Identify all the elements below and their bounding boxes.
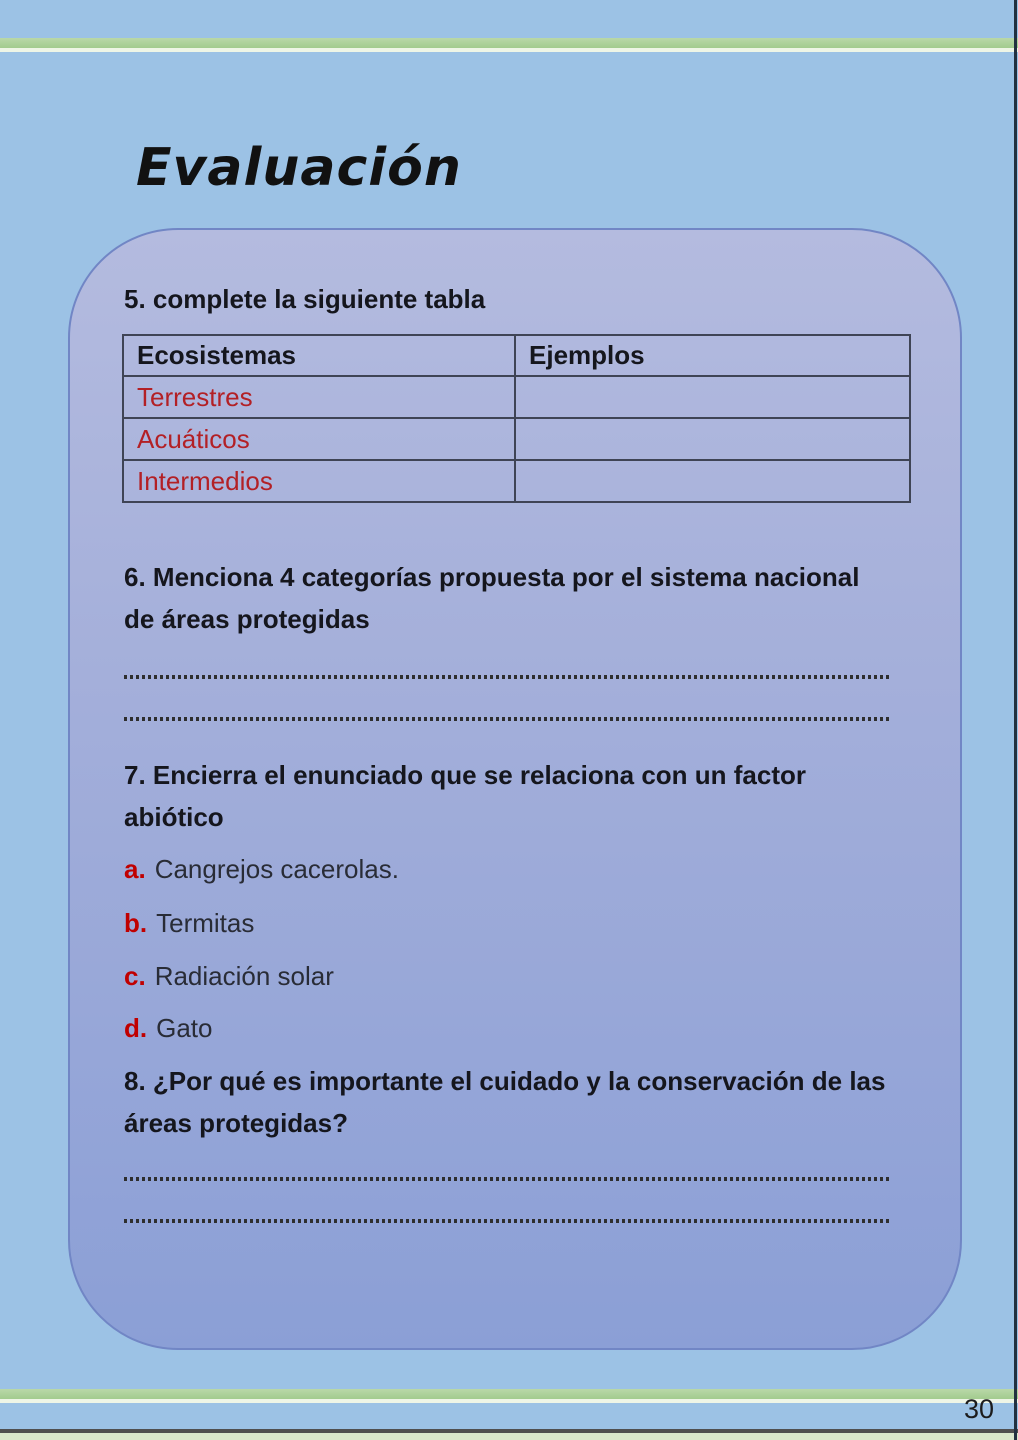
table-header-ejemplos: Ejemplos: [515, 335, 910, 376]
question-5-label: 5. complete la siguiente tabla: [124, 284, 486, 314]
question-7-line2: abiótico: [124, 802, 224, 832]
table-row: [123, 376, 910, 418]
question-8-label: [124, 1060, 885, 1144]
question-8-line1: 8. ¿Por qué es importante el cuidado y la conservación de las: [124, 1066, 886, 1096]
table-cell-empty: [515, 418, 910, 460]
table-header-row: [123, 335, 910, 376]
option-d-text: Gato: [156, 1013, 213, 1043]
option-d-letter: d.: [124, 1013, 148, 1043]
bottom-pale-rule: [0, 1399, 1018, 1403]
table-cell-acuaticos: Acuáticos: [123, 418, 515, 460]
table-header-ecosistemas: Ecosistemas: [123, 335, 515, 376]
option-c-letter: c.: [124, 961, 146, 991]
option-b-letter: b.: [124, 908, 148, 938]
table-cell-empty: [515, 376, 910, 418]
ecosystems-table: [122, 334, 911, 503]
table-row: [123, 460, 910, 502]
question-8-line2: áreas protegidas?: [124, 1108, 348, 1138]
question-panel: [68, 228, 962, 1350]
table-cell-empty: [515, 460, 910, 502]
table-row: [123, 418, 910, 460]
option-c-text: Radiación solar: [154, 961, 334, 991]
option-a-letter: a.: [124, 854, 146, 884]
option-b: [124, 906, 254, 940]
question-6-line2: de áreas protegidas: [124, 604, 370, 634]
answer-dotted-line: [124, 1177, 892, 1181]
table-cell-intermedios: Intermedios: [123, 460, 515, 502]
answer-dotted-line: [124, 675, 892, 679]
table-cell-terrestres: Terrestres: [123, 376, 515, 418]
bottom-green-strip: [0, 1433, 1018, 1440]
option-a-text: Cangrejos cacerolas.: [154, 854, 399, 884]
question-6-label: [124, 556, 859, 640]
question-7-label: [124, 754, 806, 838]
answer-dotted-line: [124, 717, 892, 721]
bottom-green-rule: [0, 1389, 1018, 1399]
question-7-line1: 7. Encierra el enunciado que se relaciona con un factor: [124, 760, 806, 790]
page-title: Evaluación: [136, 138, 462, 198]
option-c: [124, 959, 334, 993]
option-b-text: Termitas: [156, 908, 255, 938]
option-a: [124, 852, 399, 886]
top-green-rule: [0, 38, 1018, 48]
question-6-line1: 6. Menciona 4 categorías propuesta por el sistema nacional: [124, 562, 860, 592]
top-pale-rule: [0, 48, 1018, 52]
answer-dotted-line: [124, 1219, 892, 1223]
option-d: [124, 1011, 212, 1045]
page-number: 30: [963, 1394, 994, 1424]
right-page-edge: [1014, 0, 1017, 1440]
